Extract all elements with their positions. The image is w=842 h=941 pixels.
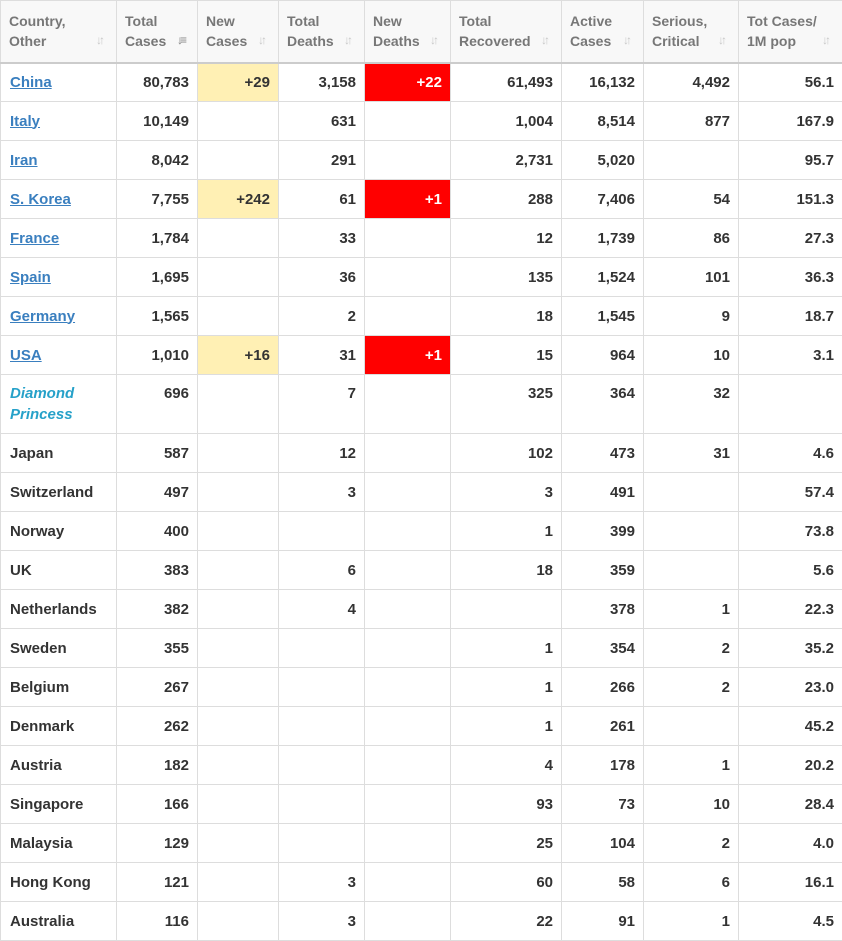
active-cases-cell: 473 bbox=[562, 434, 644, 473]
header-label: Cases bbox=[125, 31, 191, 51]
per-million-cell: 73.8 bbox=[739, 512, 842, 551]
serious-critical-cell bbox=[644, 512, 739, 551]
total-cases-cell: 121 bbox=[117, 863, 198, 902]
new-cases-cell bbox=[198, 629, 279, 668]
serious-critical-cell bbox=[644, 551, 739, 590]
country-link[interactable]: Italy bbox=[10, 113, 40, 130]
total-deaths-cell bbox=[279, 707, 365, 746]
per-million-cell: 16.1 bbox=[739, 863, 842, 902]
total-recovered-cell: 1,004 bbox=[451, 102, 562, 141]
new-cases-cell bbox=[198, 746, 279, 785]
active-cases-cell: 399 bbox=[562, 512, 644, 551]
total-cases-cell: 1,784 bbox=[117, 219, 198, 258]
country-cell: Austria bbox=[1, 746, 117, 785]
active-cases-cell: 73 bbox=[562, 785, 644, 824]
header-label: Deaths bbox=[373, 31, 444, 51]
serious-critical-cell: 32 bbox=[644, 375, 739, 434]
serious-critical-cell: 101 bbox=[644, 258, 739, 297]
new-deaths-cell bbox=[365, 434, 451, 473]
table-row bbox=[1, 375, 842, 434]
sort-icon[interactable]: ↓↑ bbox=[430, 32, 444, 48]
total-deaths-cell: 4 bbox=[279, 590, 365, 629]
total-cases-cell: 8,042 bbox=[117, 141, 198, 180]
header-label: Total bbox=[287, 11, 358, 31]
total-deaths-cell: 2 bbox=[279, 297, 365, 336]
header-label: Serious, bbox=[652, 11, 732, 31]
country-cell: Malaysia bbox=[1, 824, 117, 863]
header-label: Tot Cases/ bbox=[747, 11, 836, 31]
table-row bbox=[1, 863, 842, 902]
new-cases-cell bbox=[198, 434, 279, 473]
total-deaths-cell: 3,158 bbox=[279, 63, 365, 102]
active-cases-cell: 16,132 bbox=[562, 63, 644, 102]
total-deaths-cell: 3 bbox=[279, 902, 365, 941]
country-link[interactable]: Germany bbox=[10, 308, 75, 325]
new-cases-cell: +16 bbox=[198, 336, 279, 375]
new-cases-cell bbox=[198, 824, 279, 863]
total-recovered-cell: 4 bbox=[451, 746, 562, 785]
header-country[interactable] bbox=[1, 1, 117, 63]
new-cases-cell bbox=[198, 863, 279, 902]
new-deaths-cell: +22 bbox=[365, 63, 451, 102]
new-deaths-cell bbox=[365, 902, 451, 941]
total-deaths-cell: 631 bbox=[279, 102, 365, 141]
header-label: Recovered bbox=[459, 31, 555, 51]
header-label: Other bbox=[9, 31, 110, 51]
total-deaths-cell bbox=[279, 512, 365, 551]
active-cases-cell: 91 bbox=[562, 902, 644, 941]
new-cases-cell bbox=[198, 512, 279, 551]
country-cell bbox=[1, 141, 117, 180]
country-cell: Australia bbox=[1, 902, 117, 941]
new-deaths-cell bbox=[365, 590, 451, 629]
serious-critical-cell: 54 bbox=[644, 180, 739, 219]
new-deaths-cell bbox=[365, 297, 451, 336]
total-cases-cell: 355 bbox=[117, 629, 198, 668]
total-deaths-cell: 12 bbox=[279, 434, 365, 473]
active-cases-cell: 1,524 bbox=[562, 258, 644, 297]
active-cases-cell: 5,020 bbox=[562, 141, 644, 180]
total-deaths-cell: 291 bbox=[279, 141, 365, 180]
new-deaths-cell bbox=[365, 746, 451, 785]
total-cases-cell: 382 bbox=[117, 590, 198, 629]
table-row bbox=[1, 219, 842, 258]
header-new-cases[interactable] bbox=[198, 1, 279, 63]
active-cases-cell: 104 bbox=[562, 824, 644, 863]
header-label: Cases bbox=[206, 31, 272, 51]
header-label: Total bbox=[125, 11, 191, 31]
new-cases-cell bbox=[198, 258, 279, 297]
header-active-cases[interactable] bbox=[562, 1, 644, 63]
new-cases-cell: +29 bbox=[198, 63, 279, 102]
per-million-cell bbox=[739, 375, 842, 434]
total-deaths-cell: 3 bbox=[279, 473, 365, 512]
sort-icon[interactable]: ↓↑ bbox=[344, 32, 358, 48]
table-row bbox=[1, 590, 842, 629]
table-row bbox=[1, 512, 842, 551]
serious-critical-cell: 1 bbox=[644, 902, 739, 941]
active-cases-cell: 354 bbox=[562, 629, 644, 668]
active-cases-cell: 261 bbox=[562, 707, 644, 746]
per-million-cell: 27.3 bbox=[739, 219, 842, 258]
total-cases-cell: 182 bbox=[117, 746, 198, 785]
table-row bbox=[1, 473, 842, 512]
serious-critical-cell: 1 bbox=[644, 590, 739, 629]
serious-critical-cell: 31 bbox=[644, 434, 739, 473]
new-deaths-cell bbox=[365, 785, 451, 824]
new-cases-cell bbox=[198, 375, 279, 434]
per-million-cell: 36.3 bbox=[739, 258, 842, 297]
new-deaths-cell bbox=[365, 375, 451, 434]
table-row bbox=[1, 297, 842, 336]
active-cases-cell: 8,514 bbox=[562, 102, 644, 141]
new-deaths-cell bbox=[365, 258, 451, 297]
active-cases-cell: 378 bbox=[562, 590, 644, 629]
total-recovered-cell: 102 bbox=[451, 434, 562, 473]
total-cases-cell: 1,695 bbox=[117, 258, 198, 297]
country-cell: Norway bbox=[1, 512, 117, 551]
header-label: New bbox=[373, 11, 444, 31]
total-cases-cell: 129 bbox=[117, 824, 198, 863]
header-new-deaths[interactable] bbox=[365, 1, 451, 63]
new-cases-cell bbox=[198, 785, 279, 824]
serious-critical-cell: 86 bbox=[644, 219, 739, 258]
total-recovered-cell: 1 bbox=[451, 629, 562, 668]
header-label: Deaths bbox=[287, 31, 358, 51]
serious-critical-cell bbox=[644, 473, 739, 512]
total-deaths-cell bbox=[279, 668, 365, 707]
table-row bbox=[1, 824, 842, 863]
total-recovered-cell: 60 bbox=[451, 863, 562, 902]
total-recovered-cell: 18 bbox=[451, 297, 562, 336]
country-cell: Singapore bbox=[1, 785, 117, 824]
serious-critical-cell: 10 bbox=[644, 785, 739, 824]
header-total-recovered[interactable] bbox=[451, 1, 562, 63]
active-cases-cell: 1,545 bbox=[562, 297, 644, 336]
header-label: Critical bbox=[652, 31, 732, 51]
new-deaths-cell bbox=[365, 473, 451, 512]
sort-icon[interactable]: ↓↑ bbox=[623, 32, 637, 48]
per-million-cell: 35.2 bbox=[739, 629, 842, 668]
total-cases-cell: 400 bbox=[117, 512, 198, 551]
table-row bbox=[1, 258, 842, 297]
per-million-cell: 56.1 bbox=[739, 63, 842, 102]
table-row bbox=[1, 746, 842, 785]
total-deaths-cell: 36 bbox=[279, 258, 365, 297]
per-million-cell: 18.7 bbox=[739, 297, 842, 336]
table-row bbox=[1, 63, 842, 102]
country-cell: Belgium bbox=[1, 668, 117, 707]
serious-critical-cell: 10 bbox=[644, 336, 739, 375]
active-cases-cell: 359 bbox=[562, 551, 644, 590]
serious-critical-cell: 6 bbox=[644, 863, 739, 902]
serious-critical-cell: 9 bbox=[644, 297, 739, 336]
serious-critical-cell: 4,492 bbox=[644, 63, 739, 102]
total-recovered-cell: 1 bbox=[451, 707, 562, 746]
sort-icon[interactable]: ↓↑ bbox=[822, 32, 836, 48]
table-row bbox=[1, 102, 842, 141]
sort-icon[interactable]: ↓↑ bbox=[96, 32, 110, 48]
total-deaths-cell: 7 bbox=[279, 375, 365, 434]
country-cell bbox=[1, 336, 117, 375]
new-cases-cell bbox=[198, 102, 279, 141]
header-label: Active bbox=[570, 11, 637, 31]
active-cases-cell: 58 bbox=[562, 863, 644, 902]
country-link[interactable]: Iran bbox=[10, 152, 38, 169]
serious-critical-cell: 2 bbox=[644, 629, 739, 668]
new-deaths-cell bbox=[365, 102, 451, 141]
total-cases-cell: 262 bbox=[117, 707, 198, 746]
country-link[interactable]: S. Korea bbox=[10, 191, 71, 208]
total-recovered-cell: 135 bbox=[451, 258, 562, 297]
per-million-cell: 5.6 bbox=[739, 551, 842, 590]
active-cases-cell: 364 bbox=[562, 375, 644, 434]
new-cases-cell bbox=[198, 219, 279, 258]
country-link[interactable]: USA bbox=[10, 347, 42, 364]
table-row bbox=[1, 551, 842, 590]
total-deaths-cell: 3 bbox=[279, 863, 365, 902]
serious-critical-cell: 1 bbox=[644, 746, 739, 785]
header-total-deaths[interactable] bbox=[279, 1, 365, 63]
per-million-cell: 22.3 bbox=[739, 590, 842, 629]
total-deaths-cell: 61 bbox=[279, 180, 365, 219]
total-cases-cell: 1,010 bbox=[117, 336, 198, 375]
new-deaths-cell: +1 bbox=[365, 180, 451, 219]
active-cases-cell: 491 bbox=[562, 473, 644, 512]
new-cases-cell bbox=[198, 297, 279, 336]
country-cell: Netherlands bbox=[1, 590, 117, 629]
total-recovered-cell: 1 bbox=[451, 512, 562, 551]
active-cases-cell: 266 bbox=[562, 668, 644, 707]
active-cases-cell: 7,406 bbox=[562, 180, 644, 219]
header-label: Cases bbox=[570, 31, 637, 51]
new-cases-cell bbox=[198, 902, 279, 941]
total-cases-cell: 497 bbox=[117, 473, 198, 512]
per-million-cell: 4.6 bbox=[739, 434, 842, 473]
total-cases-cell: 587 bbox=[117, 434, 198, 473]
country-name: Diamond Princess bbox=[10, 385, 74, 423]
total-deaths-cell bbox=[279, 746, 365, 785]
table-row bbox=[1, 336, 842, 375]
per-million-cell: 4.0 bbox=[739, 824, 842, 863]
per-million-cell: 57.4 bbox=[739, 473, 842, 512]
table-row bbox=[1, 668, 842, 707]
country-cell: Switzerland bbox=[1, 473, 117, 512]
total-recovered-cell: 22 bbox=[451, 902, 562, 941]
header-serious-critical[interactable] bbox=[644, 1, 739, 63]
total-deaths-cell: 33 bbox=[279, 219, 365, 258]
total-recovered-cell: 61,493 bbox=[451, 63, 562, 102]
country-cell bbox=[1, 102, 117, 141]
per-million-cell: 95.7 bbox=[739, 141, 842, 180]
per-million-cell: 28.4 bbox=[739, 785, 842, 824]
total-recovered-cell: 1 bbox=[451, 668, 562, 707]
new-deaths-cell bbox=[365, 707, 451, 746]
per-million-cell: 167.9 bbox=[739, 102, 842, 141]
total-recovered-cell: 18 bbox=[451, 551, 562, 590]
sort-icon[interactable]: ↓↑ bbox=[541, 32, 555, 48]
total-recovered-cell: 288 bbox=[451, 180, 562, 219]
per-million-cell: 4.5 bbox=[739, 902, 842, 941]
sort-desc-icon[interactable]: ↓≡ bbox=[177, 32, 191, 48]
sort-icon[interactable]: ↓↑ bbox=[258, 32, 272, 48]
table-header-row bbox=[1, 1, 842, 63]
total-recovered-cell: 2,731 bbox=[451, 141, 562, 180]
active-cases-cell: 178 bbox=[562, 746, 644, 785]
total-cases-cell: 1,565 bbox=[117, 297, 198, 336]
table-row bbox=[1, 629, 842, 668]
country-cell: Hong Kong bbox=[1, 863, 117, 902]
new-cases-cell bbox=[198, 590, 279, 629]
new-deaths-cell bbox=[365, 141, 451, 180]
table-row bbox=[1, 434, 842, 473]
country-cell bbox=[1, 219, 117, 258]
per-million-cell: 45.2 bbox=[739, 707, 842, 746]
total-deaths-cell: 31 bbox=[279, 336, 365, 375]
new-deaths-cell bbox=[365, 863, 451, 902]
country-link[interactable]: China bbox=[10, 74, 52, 91]
total-cases-cell: 267 bbox=[117, 668, 198, 707]
per-million-cell: 20.2 bbox=[739, 746, 842, 785]
serious-critical-cell: 2 bbox=[644, 824, 739, 863]
serious-critical-cell: 2 bbox=[644, 668, 739, 707]
total-cases-cell: 80,783 bbox=[117, 63, 198, 102]
new-deaths-cell bbox=[365, 668, 451, 707]
total-cases-cell: 383 bbox=[117, 551, 198, 590]
total-recovered-cell: 25 bbox=[451, 824, 562, 863]
table-row bbox=[1, 180, 842, 219]
new-cases-cell bbox=[198, 141, 279, 180]
per-million-cell: 151.3 bbox=[739, 180, 842, 219]
total-recovered-cell: 15 bbox=[451, 336, 562, 375]
per-million-cell: 23.0 bbox=[739, 668, 842, 707]
total-recovered-cell: 325 bbox=[451, 375, 562, 434]
new-cases-cell bbox=[198, 551, 279, 590]
new-cases-cell bbox=[198, 707, 279, 746]
total-recovered-cell: 12 bbox=[451, 219, 562, 258]
country-cell bbox=[1, 180, 117, 219]
new-cases-cell bbox=[198, 473, 279, 512]
table-row bbox=[1, 785, 842, 824]
country-cell: UK bbox=[1, 551, 117, 590]
active-cases-cell: 1,739 bbox=[562, 219, 644, 258]
header-label: New bbox=[206, 11, 272, 31]
new-deaths-cell bbox=[365, 551, 451, 590]
serious-critical-cell: 877 bbox=[644, 102, 739, 141]
table-row bbox=[1, 902, 842, 941]
new-deaths-cell bbox=[365, 512, 451, 551]
new-deaths-cell bbox=[365, 219, 451, 258]
new-cases-cell: +242 bbox=[198, 180, 279, 219]
header-total-cases[interactable] bbox=[117, 1, 198, 63]
total-cases-cell: 116 bbox=[117, 902, 198, 941]
total-cases-cell: 166 bbox=[117, 785, 198, 824]
new-deaths-cell: +1 bbox=[365, 336, 451, 375]
new-deaths-cell bbox=[365, 824, 451, 863]
country-cell: Sweden bbox=[1, 629, 117, 668]
per-million-cell: 3.1 bbox=[739, 336, 842, 375]
header-label: Country, bbox=[9, 11, 110, 31]
country-link[interactable]: Spain bbox=[10, 269, 51, 286]
country-cell: Japan bbox=[1, 434, 117, 473]
total-deaths-cell bbox=[279, 629, 365, 668]
serious-critical-cell bbox=[644, 707, 739, 746]
total-deaths-cell bbox=[279, 824, 365, 863]
active-cases-cell: 964 bbox=[562, 336, 644, 375]
total-recovered-cell bbox=[451, 590, 562, 629]
country-cell bbox=[1, 63, 117, 102]
country-cell bbox=[1, 297, 117, 336]
country-cell: Denmark bbox=[1, 707, 117, 746]
country-cell bbox=[1, 375, 117, 434]
total-cases-cell: 696 bbox=[117, 375, 198, 434]
total-deaths-cell bbox=[279, 785, 365, 824]
total-cases-cell: 10,149 bbox=[117, 102, 198, 141]
header-label: Total bbox=[459, 11, 555, 31]
total-cases-cell: 7,755 bbox=[117, 180, 198, 219]
sort-icon[interactable]: ↓↑ bbox=[718, 32, 732, 48]
table-row bbox=[1, 141, 842, 180]
country-link[interactable]: France bbox=[10, 230, 59, 247]
total-recovered-cell: 93 bbox=[451, 785, 562, 824]
total-deaths-cell: 6 bbox=[279, 551, 365, 590]
header-cases-per-million[interactable] bbox=[739, 1, 842, 63]
new-deaths-cell bbox=[365, 629, 451, 668]
table-row bbox=[1, 707, 842, 746]
total-recovered-cell: 3 bbox=[451, 473, 562, 512]
country-cell bbox=[1, 258, 117, 297]
new-cases-cell bbox=[198, 668, 279, 707]
serious-critical-cell bbox=[644, 141, 739, 180]
header-label: 1M pop bbox=[747, 31, 836, 51]
